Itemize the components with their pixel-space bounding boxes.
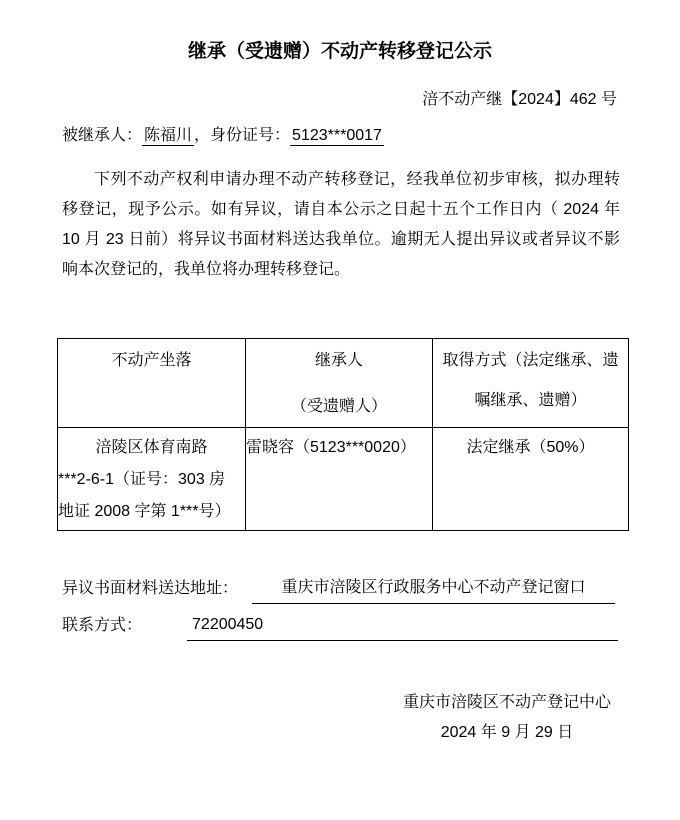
decedent-id-number: 5123***0017: [292, 127, 382, 144]
issuing-organization: 重庆市涪陵区不动产登记中心: [402, 694, 611, 711]
property-location-line-1: 涪陵区体育南路: [95, 439, 208, 456]
cell-heir: 雷晓容（5123***0020）: [246, 428, 433, 531]
issue-date: 2024 年 9 月 29 日: [440, 724, 574, 741]
contact-label: 联系方式：: [62, 617, 143, 634]
contact-value: 72200450: [187, 610, 618, 641]
header-heir: [246, 339, 433, 428]
cell-acquisition: 法定继承（50%）: [433, 428, 629, 531]
header-heir-sublabel: （受遗赠人）: [290, 398, 387, 415]
decedent-label: 被继承人：: [62, 127, 143, 144]
decedent-name: 陈福川: [144, 127, 193, 144]
property-location-line-2: ***2-6-1（证号：303 房: [58, 471, 226, 488]
contact-line: [62, 610, 680, 641]
table-header-row: [58, 339, 629, 428]
decedent-line: [62, 121, 620, 151]
notice-paragraph: 下列不动产权利申请办理不动产转移登记，经我单位初步审核，拟办理转移登记，现予公示。如有异议，请自本公示之日起十五个工作日内（ 2024 年 10 月 23 日前）将异议书面材料送达我单位。逾期无人提出异议或者异议不影响本次登记的，我单位将办理转移登记。: [62, 171, 620, 278]
header-acquisition-line-2: 嘱继承、遗赠）: [474, 392, 587, 409]
objection-address-line: [62, 573, 680, 604]
property-location-line-3: 地证 2008 字第 1***号）: [58, 503, 231, 520]
page-title: 继承（受遗赠）不动产转移登记公示: [187, 41, 492, 62]
registration-table: [57, 338, 629, 531]
header-property-location-label: 不动产坐落: [111, 352, 192, 369]
header-acquisition-method: [433, 339, 629, 428]
document-number: 涪不动产继【2024】462 号: [422, 91, 617, 108]
table-row: [58, 428, 629, 531]
header-property-location: [58, 339, 246, 428]
header-acquisition-line-1: 取得方式（法定继承、遗: [442, 352, 619, 369]
objection-address-label: 异议书面材料送达地址：: [62, 580, 239, 597]
signature-block: [394, 688, 620, 748]
notice-document: [0, 40, 680, 820]
cell-property-location: [58, 428, 246, 531]
objection-address-value: 重庆市涪陵区行政服务中心不动产登记窗口: [252, 573, 615, 604]
header-heir-label: 继承人: [314, 352, 363, 369]
decedent-id-label: ，身份证号：: [194, 127, 291, 144]
